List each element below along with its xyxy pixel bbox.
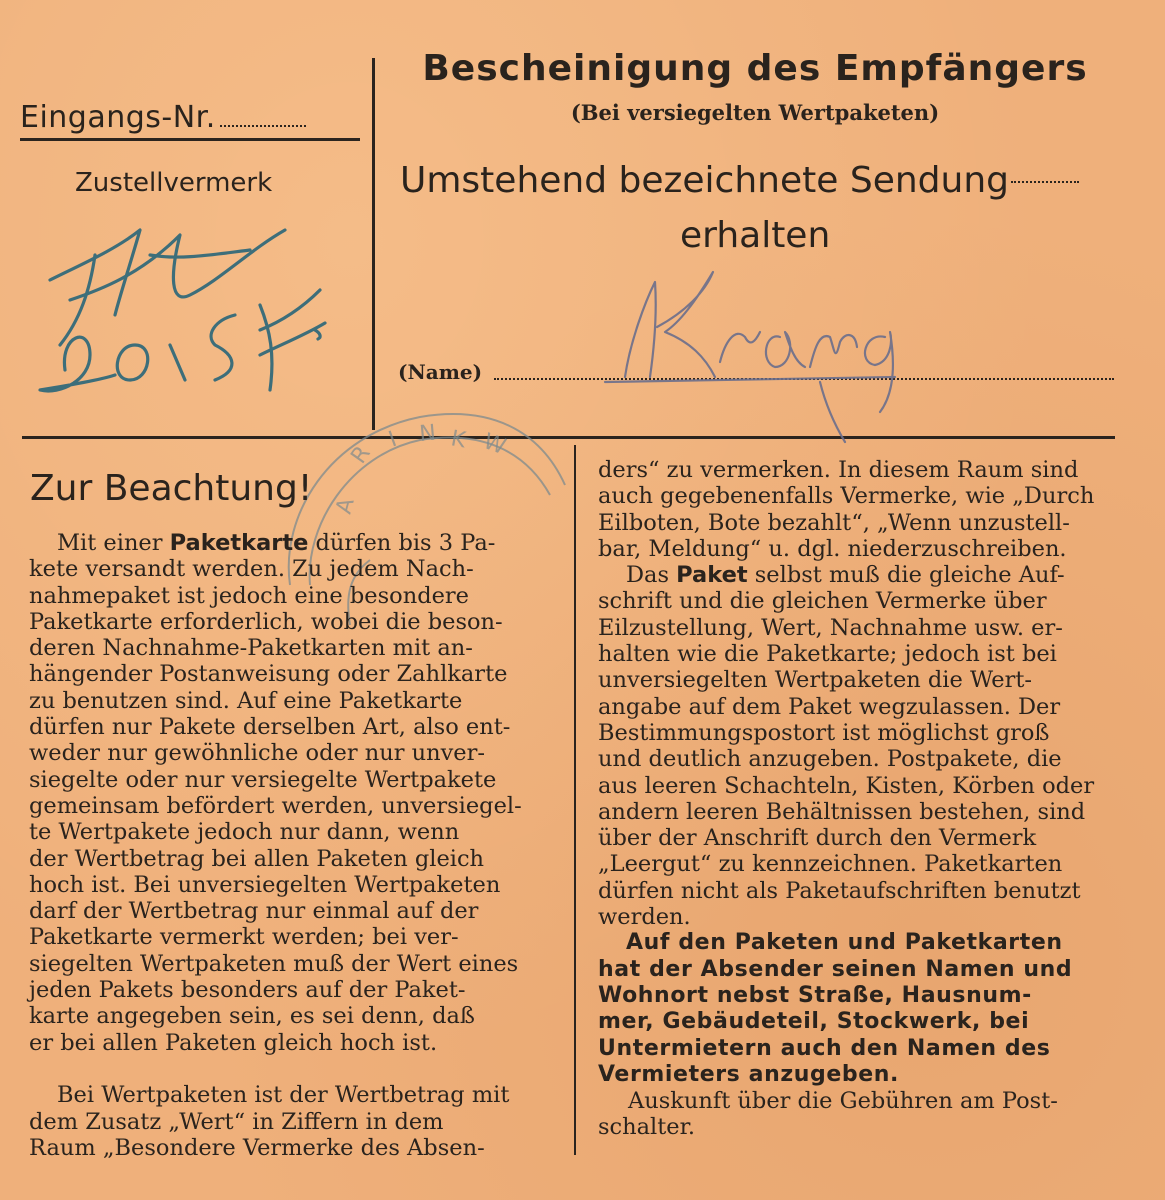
notice-line-text: Bestimmungspostort ist möglichst groß	[598, 719, 1050, 746]
notice-line	[29, 1135, 522, 1161]
notice-line-text: Bei Wertpaketen ist der Wertbetrag mit	[57, 1082, 510, 1109]
notice-line	[29, 740, 522, 766]
name-label: (Name)	[398, 360, 483, 384]
notice-line-text: te Wertpakete jedoch nur dann, wenn	[29, 819, 460, 846]
notice-bold-line: hat der Absender seinen Namen und	[598, 956, 1073, 982]
notice-line	[29, 1056, 522, 1082]
notice-line	[598, 562, 1094, 588]
notice-line-text: Mit einer	[57, 530, 170, 556]
eingang-nr-label	[20, 100, 306, 135]
notice-line	[598, 694, 1094, 720]
notice-line-text: dürfen bis 3 Pa-	[308, 530, 496, 556]
notice-bold-line: Vermieters anzugeben.	[598, 1061, 899, 1087]
notice-line-text: gemeinsam befördert werden, unversiegel-	[29, 792, 522, 819]
notice-line-text: Das	[626, 562, 677, 589]
notice-tail-line: schalter.	[598, 1114, 696, 1141]
notice-line-text: er bei allen Paketen gleich hoch ist.	[29, 1029, 438, 1056]
notice-line-text: jeden Pakets besonders auf der Paket-	[29, 977, 466, 1004]
eingang-underline	[20, 138, 360, 141]
notice-line-text: hoch ist. Bei unversiegelten Wertpaketen	[29, 871, 501, 898]
eingang-nr-field	[220, 125, 306, 127]
statement-line-1-text: Umstehend bezeichnete Sendung	[400, 160, 1009, 201]
notice-line-text: halten wie die Paketkarte; jedoch ist bei	[598, 641, 1057, 668]
notice-line-text: bar, Meldung“ u. dgl. niederzuschreiben.	[598, 535, 1067, 562]
notice-line-text: andern leeren Behältnissen bestehen, sind	[598, 798, 1086, 825]
notice-line-text: kete versandt werden. Zu jedem Nach-	[29, 556, 474, 583]
notice-line	[29, 688, 522, 714]
notice-line-text: dem Zusatz „Wert“ in Ziffern in dem	[29, 1108, 444, 1135]
certificate-title: Bescheinigung des Empfängers	[422, 48, 1088, 89]
notice-line	[29, 583, 522, 609]
notice-line	[29, 898, 522, 924]
notice-line	[29, 819, 522, 845]
notice-line	[598, 457, 1094, 483]
notice-line	[598, 799, 1094, 825]
notice-line-text: ders“ zu vermerken. In diesem Raum sind	[598, 457, 1079, 483]
notice-line	[598, 615, 1094, 641]
notice-line	[29, 872, 522, 898]
notice-left-column	[29, 530, 522, 1161]
notice-line	[598, 746, 1094, 772]
notice-line	[598, 588, 1094, 614]
notice-line-text: werden.	[598, 904, 691, 931]
notice-tail-line: Auskunft über die Gebühren am Post-	[628, 1088, 1058, 1115]
eingang-nr-text: Eingangs-Nr.	[20, 100, 216, 135]
notice-line	[29, 530, 522, 556]
notice-line	[598, 641, 1094, 667]
notice-line-text: dürfen nicht als Paketaufschriften benutzt	[598, 877, 1081, 904]
notice-line	[29, 793, 522, 819]
vertical-divider-top	[372, 58, 375, 430]
notice-line	[598, 878, 1094, 904]
notice-right-column	[598, 457, 1094, 1141]
notice-line-text: Eilzustellung, Wert, Nachnahme usw. er-	[598, 614, 1063, 641]
notice-line-text: darf der Wertbetrag nur einmal auf der	[29, 898, 479, 925]
notice-line-text: aus leeren Schachteln, Kisten, Körben oder	[598, 772, 1095, 799]
statement-line-1	[400, 160, 1079, 201]
handwritten-signature-icon	[595, 262, 915, 452]
notice-right-bold	[598, 930, 1094, 1088]
notice-line	[29, 924, 522, 950]
notice-line-text: siegelten Wertpaketen muß der Wert eines	[29, 950, 519, 977]
notice-line	[598, 904, 1094, 930]
notice-line	[598, 667, 1094, 693]
notice-line-text: „Leergut“ zu kennzeichnen. Paketkarten	[598, 851, 1063, 878]
svg-text:W: W	[479, 429, 509, 461]
notice-line-text: über der Anschrift durch den Vermerk	[598, 825, 1037, 852]
notice-line-text: angabe auf dem Paket wegzulassen. Der	[598, 693, 1061, 720]
notice-line-text: nahmepaket ist jedoch eine besondere	[29, 582, 469, 609]
notice-line	[29, 661, 522, 687]
notice-line	[29, 977, 522, 1003]
notice-line-text: schrift und die gleichen Vermerke über	[598, 588, 1047, 615]
notice-line	[598, 825, 1094, 851]
notice-line-text: Raum „Besondere Vermerke des Absen-	[29, 1134, 485, 1161]
notice-line-text: der Wertbetrag bei allen Paketen gleich	[29, 845, 485, 872]
statement-dots	[1011, 181, 1079, 183]
notice-line-text: weder nur gewöhnliche oder nur unver-	[29, 740, 485, 767]
notice-line	[29, 767, 522, 793]
notice-line	[29, 556, 522, 582]
notice-line	[29, 1109, 522, 1135]
notice-line-text: siegelte oder nur versiegelte Wertpakete	[29, 766, 497, 793]
notice-line-text: selbst muß die gleiche Auf-	[747, 562, 1065, 589]
notice-line-text: und deutlich anzugeben. Postpakete, die	[598, 746, 1062, 773]
handwritten-initials-icon	[20, 195, 360, 425]
svg-text:N: N	[418, 420, 437, 447]
notice-line	[598, 510, 1094, 536]
statement-line-2: erhalten	[680, 215, 831, 256]
notice-line	[598, 851, 1094, 877]
notice-bold-line: Untermietern auch den Namen des	[598, 1035, 1051, 1061]
notice-line	[29, 1030, 522, 1056]
svg-text:K: K	[448, 426, 468, 454]
notice-line-text: Paketkarte erforderlich, wobei die beson-	[29, 608, 503, 635]
notice-bold-line: Auf den Paketen und Paketkarten	[626, 930, 1063, 956]
notice-line	[29, 951, 522, 977]
notice-right-tail	[598, 1088, 1094, 1141]
notice-line	[29, 1003, 522, 1029]
notice-line-text: auch gegebenenfalls Vermerke, wie „Durch	[598, 483, 1095, 510]
certificate-subtitle: (Bei versiegelten Wertpaketen)	[570, 100, 940, 125]
notice-line	[29, 846, 522, 872]
svg-text:I: I	[385, 426, 401, 453]
notice-line-text: dürfen nur Pakete derselben Art, also ent-	[29, 714, 511, 741]
notice-heading: Zur Beachtung!	[30, 468, 313, 509]
notice-bold-line: mer, Gebäudeteil, Stockwerk, bei	[598, 1009, 1030, 1035]
svg-text:R: R	[346, 441, 376, 469]
zustellvermerk-label: Zustellvermerk	[75, 168, 273, 198]
notice-bold-line: Wohnort nebst Straße, Hausnum-	[598, 982, 1032, 1008]
notice-line	[598, 720, 1094, 746]
notice-line-text: Paketkarte vermerkt werden; bei ver-	[29, 924, 459, 951]
notice-line	[29, 635, 522, 661]
notice-line	[29, 609, 522, 635]
svg-text:A: A	[331, 495, 360, 517]
notice-line	[598, 773, 1094, 799]
notice-line-text: Eilboten, Bote bezahlt“, „Wenn unzustell-	[598, 509, 1070, 536]
notice-line-text: zu benutzen sind. Auf eine Paketkarte	[29, 687, 463, 714]
notice-line	[598, 483, 1094, 509]
notice-line-text: karte angegeben sein, es sei denn, daß	[29, 1003, 475, 1030]
notice-line-text: unversiegelten Wertpaketen die Wert-	[598, 667, 1032, 694]
notice-line-text: deren Nachnahme-Paketkarten mit an-	[29, 635, 473, 662]
notice-line-bold: Paket	[676, 562, 748, 589]
notice-line	[29, 714, 522, 740]
notice-line	[29, 1082, 522, 1108]
notice-line-bold: Paketkarte	[169, 530, 309, 556]
notice-line	[598, 536, 1094, 562]
notice-line-text: hängender Postanweisung oder Zahlkarte	[29, 661, 508, 688]
notice-right-regular	[598, 457, 1094, 930]
